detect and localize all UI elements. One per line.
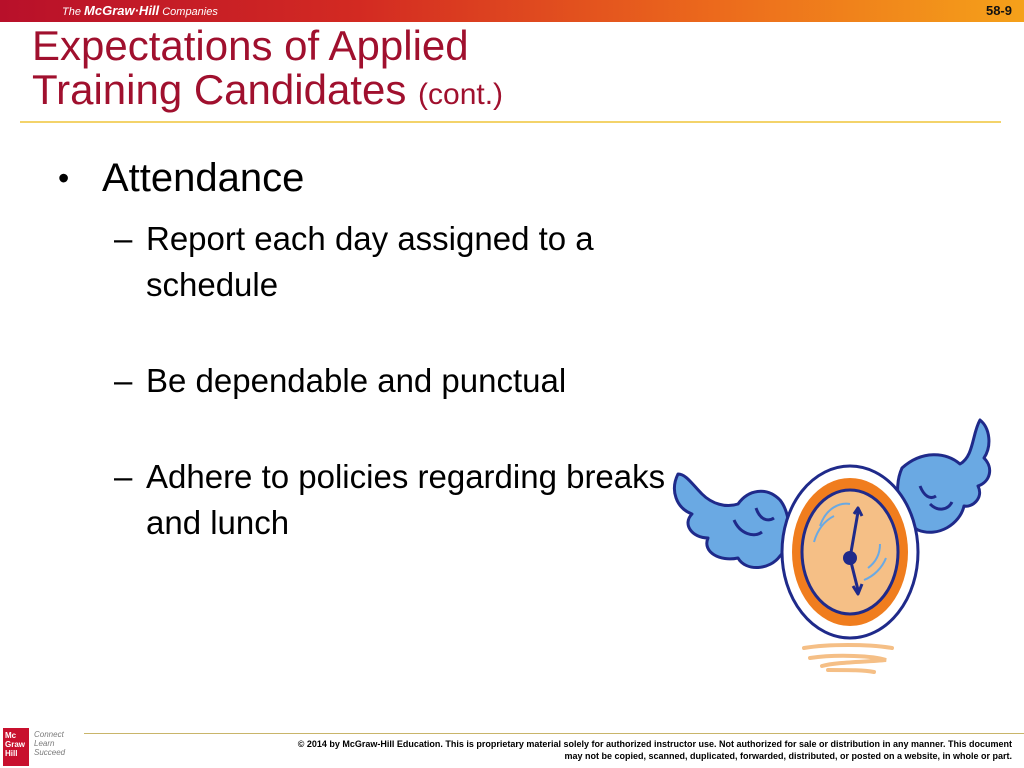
slide-number: 58-9 xyxy=(985,3,1012,18)
title-suffix: (cont.) xyxy=(418,78,504,111)
sub-bullet-text: Report each day assigned to a schedule xyxy=(146,220,594,303)
brand-name: McGraw·Hill xyxy=(84,3,160,18)
sub-bullet-text: Be dependable and punctual xyxy=(146,362,567,399)
title-divider xyxy=(20,121,1001,123)
bullet-attendance xyxy=(58,154,698,202)
bullet-marker: • xyxy=(58,160,70,196)
motion-lines-icon xyxy=(804,645,892,672)
company-brand xyxy=(62,3,218,20)
top-banner xyxy=(0,0,1024,22)
dash-marker: – xyxy=(114,362,133,399)
slide-body xyxy=(58,154,698,546)
brand-prefix: The xyxy=(62,6,81,18)
left-wing-icon xyxy=(674,474,789,568)
sub-bullet-item xyxy=(114,454,706,546)
mcgraw-hill-logo xyxy=(3,728,83,768)
brand-suffix: Companies xyxy=(162,6,218,18)
winged-clock-icon xyxy=(668,412,1008,682)
title-line-1: Expectations of Applied xyxy=(32,22,469,69)
copyright-notice: © 2014 by McGraw-Hill Education. This is proprietary material solely for authorized instructor use. Not authorized for sale or distribution in any manner. This document may not be copied, scanned, duplicated, forwarded, distributed, or posted on a website, in whole or part. xyxy=(297,739,1012,761)
sub-bullet-item xyxy=(114,358,706,404)
sub-bullet-item xyxy=(114,216,706,308)
logo-mark: Mc Graw Hill xyxy=(3,728,29,766)
dash-marker: – xyxy=(114,220,133,257)
sub-bullet-text: Adhere to policies regarding breaks and lunch xyxy=(146,458,666,541)
logo-tagline: Connect Learn Succeed xyxy=(34,730,66,757)
footer-divider xyxy=(84,733,1024,734)
bullet-text: Attendance xyxy=(102,156,305,200)
title-line-2: Training Candidates xyxy=(32,66,407,113)
clock-face-icon xyxy=(782,466,918,638)
sub-bullet-list xyxy=(114,216,698,546)
slide-title xyxy=(32,24,503,117)
dash-marker: – xyxy=(114,458,133,495)
